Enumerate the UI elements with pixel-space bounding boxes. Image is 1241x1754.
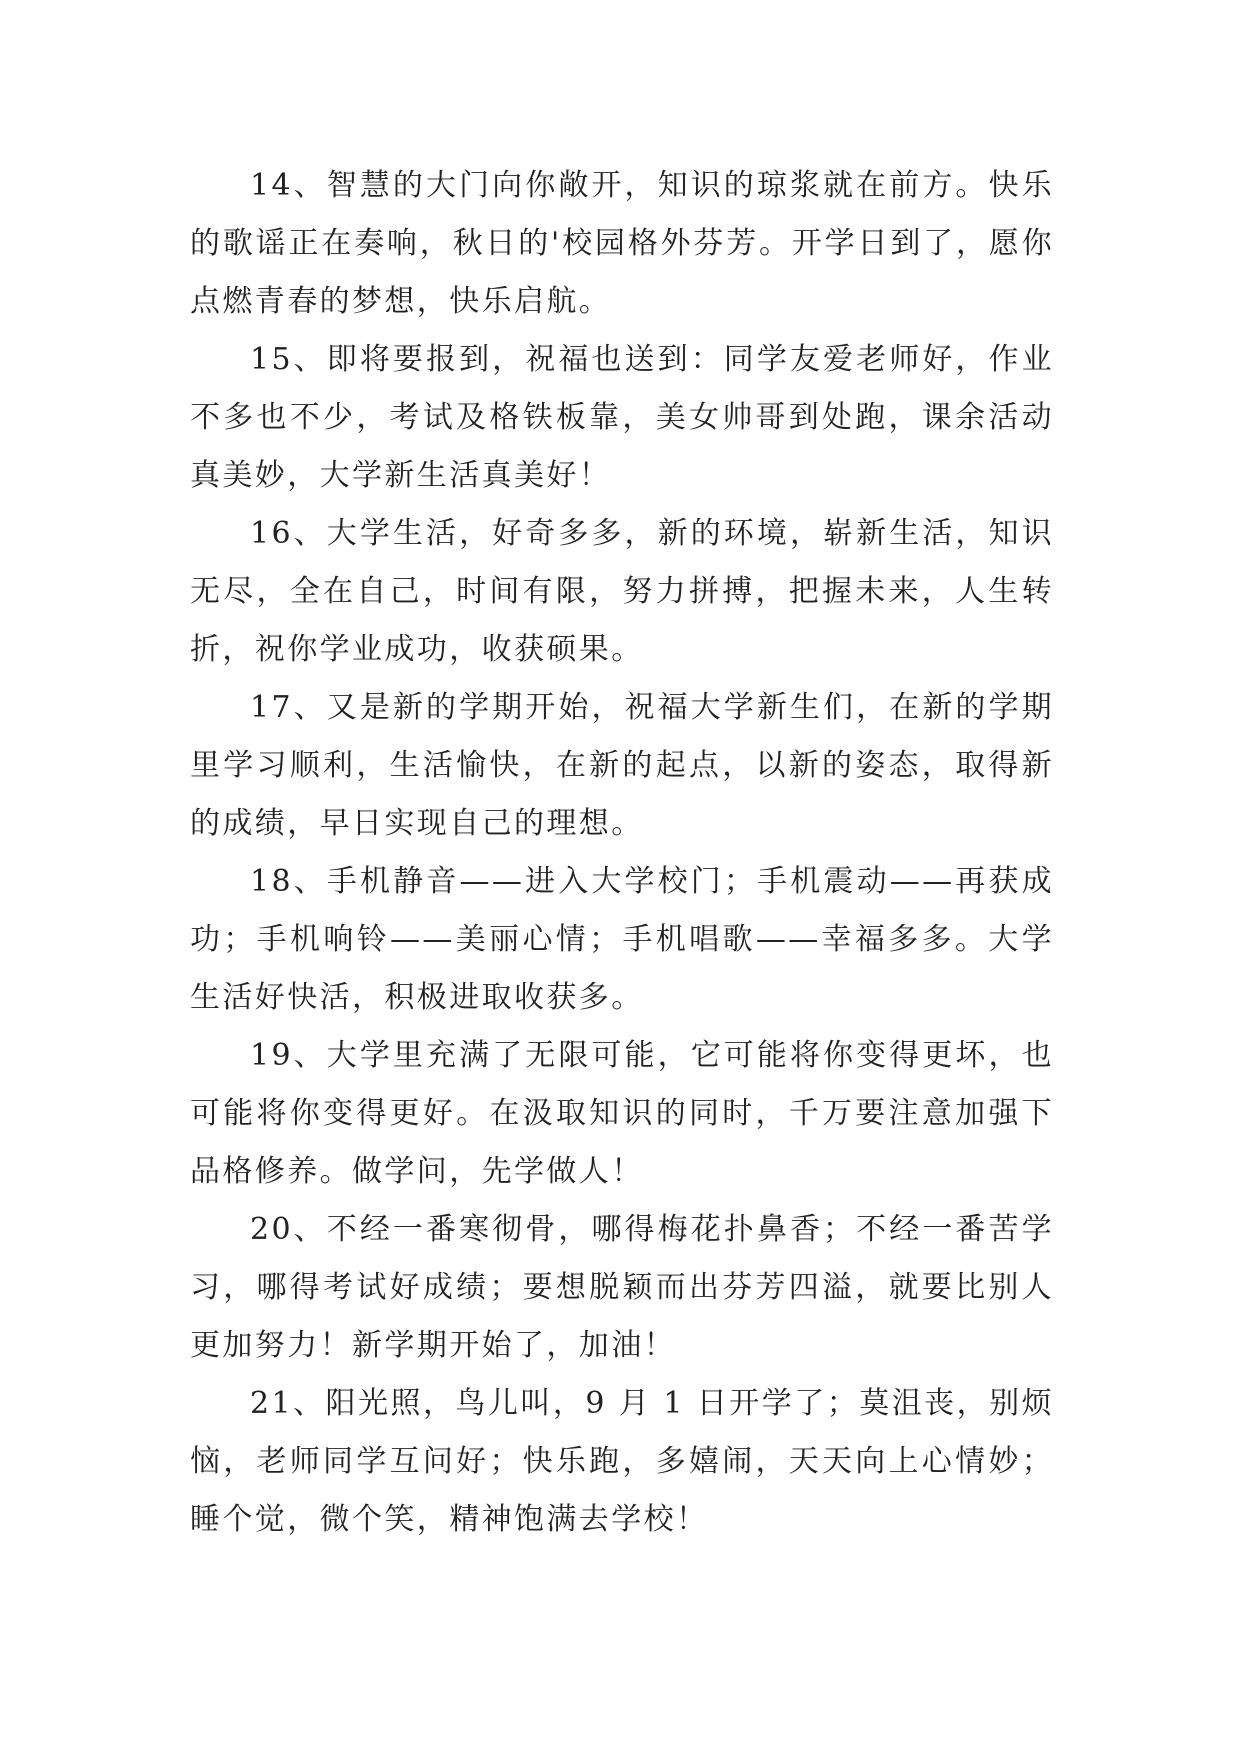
document-body xyxy=(190,157,1054,1549)
paragraph-21: 21、阳光照，鸟儿叫，9 月 1 日开学了；莫沮丧，别烦恼，老师同学互问好；快乐跑，多嬉闹，天天向上心情妙；睡个觉，微个笑，精神饱满去学校！ xyxy=(190,1386,1054,1537)
paragraph-18: 18、手机静音——进入大学校门；手机震动——再获成功；手机响铃——美丽心情；手机唱歌——幸福多多。大学生活好快活，积极进取收获多。 xyxy=(190,864,1054,1015)
paragraph-20: 20、不经一番寒彻骨，哪得梅花扑鼻香；不经一番苦学习，哪得考试好成绩；要想脱颖而出芬芳四溢，就要比别人更加努力！新学期开始了，加油！ xyxy=(190,1212,1054,1363)
paragraph-16: 16、大学生活，好奇多多，新的环境，崭新生活，知识无尽，全在自己，时间有限，努力拼搏，把握未来，人生转折，祝你学业成功，收获硕果。 xyxy=(190,516,1054,667)
paragraph-17: 17、又是新的学期开始，祝福大学新生们，在新的学期里学习顺利，生活愉快，在新的起点，以新的姿态，取得新的成绩，早日实现自己的理想。 xyxy=(190,690,1054,841)
paragraph-14: 14、智慧的大门向你敞开，知识的琼浆就在前方。快乐的歌谣正在奏响，秋日的'校园格外芬芳。开学日到了，愿你点燃青春的梦想，快乐启航。 xyxy=(190,168,1054,319)
paragraph-15: 15、即将要报到，祝福也送到：同学友爱老师好，作业不多也不少，考试及格铁板靠，美女帅哥到处跑，课余活动真美妙，大学新生活真美好！ xyxy=(190,342,1054,493)
paragraph-19: 19、大学里充满了无限可能，它可能将你变得更坏，也可能将你变得更好。在汲取知识的同时，千万要注意加强下品格修养。做学问，先学做人！ xyxy=(190,1038,1054,1189)
